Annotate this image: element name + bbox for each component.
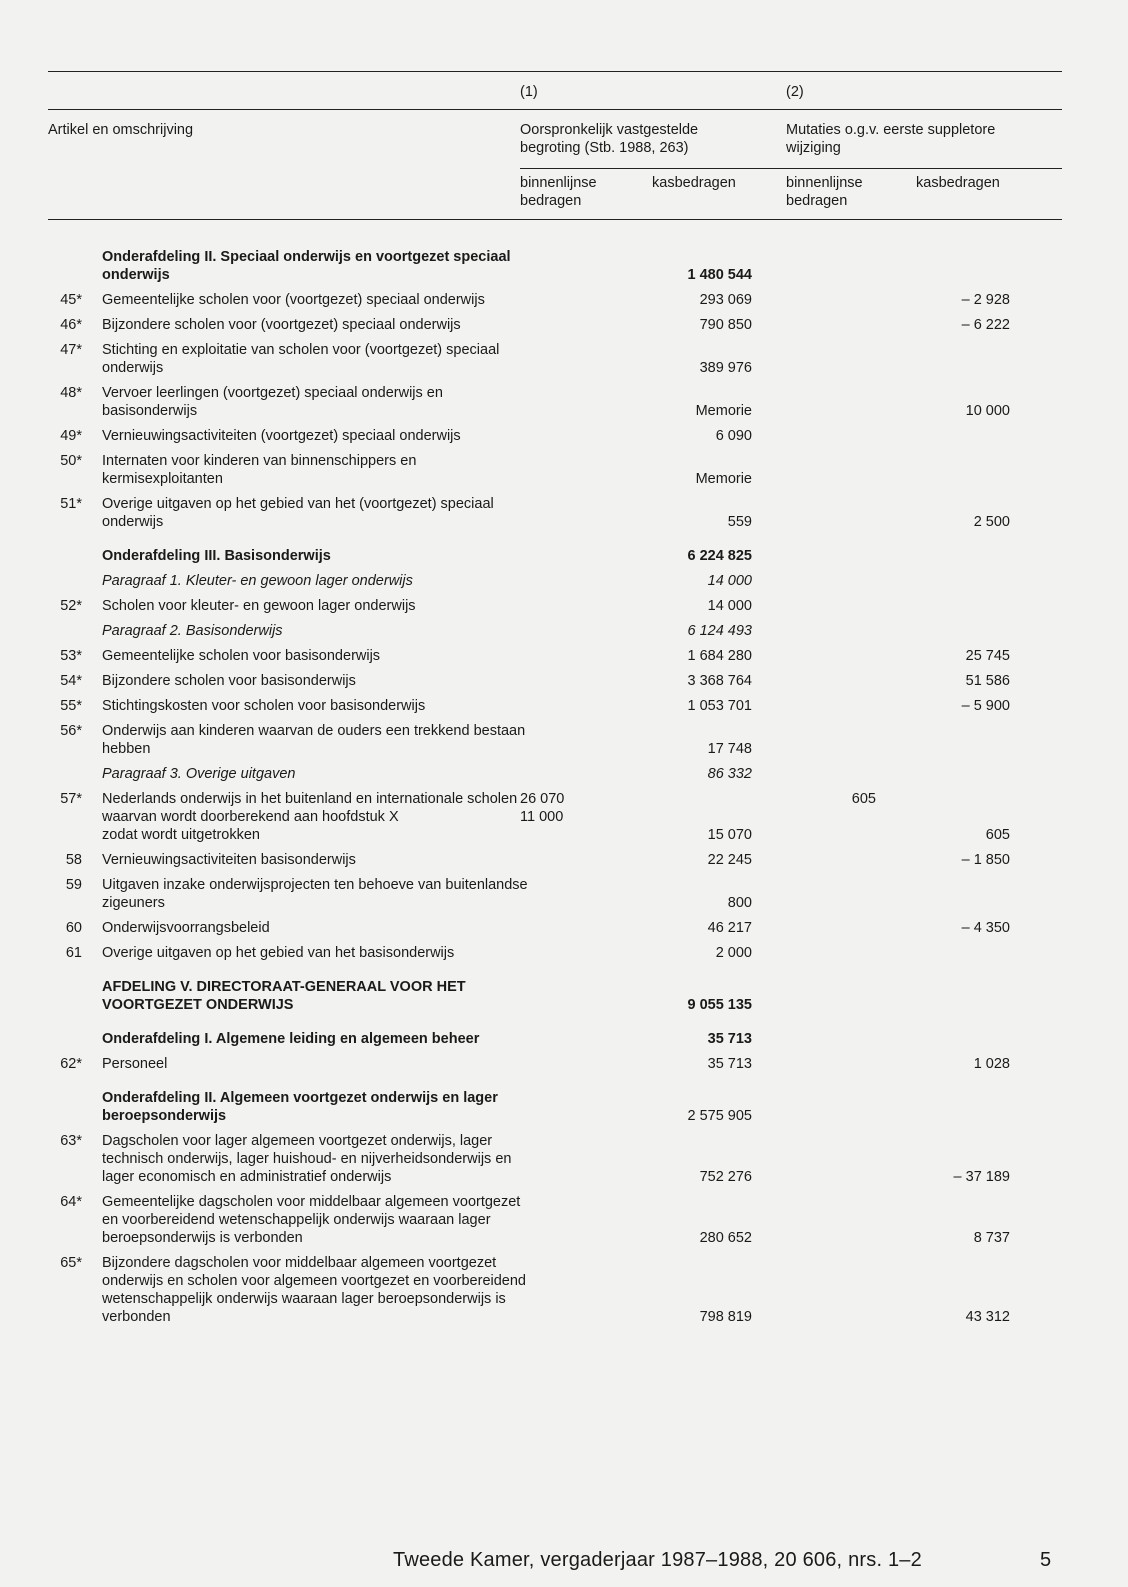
article-description: Bijzondere dagscholen voor middelbaar algemeen voortgezet onderwijs en scholen voor algemeen voortgezet en voorbereidend wetenschappelijk onderwijs waaraan lager beroepsonderwijs is verbonden <box>102 1255 526 1325</box>
article-description: Overige uitgaven op het gebied van het basisonderwijs <box>102 945 455 961</box>
column-2-title: Mutaties o.g.v. eerste suppletore wijziging <box>786 122 996 156</box>
col2-kasbedragen-value: – 5 900 <box>961 698 1010 714</box>
article-description: Onderafdeling III. Basisonderwijs <box>102 548 331 564</box>
article-description: Vernieuwingsactiviteiten basisonderwijs <box>102 852 356 868</box>
article-description: Onderafdeling II. Algemeen voortgezet onderwijs en lager beroepsonderwijs <box>102 1090 498 1124</box>
article-description: Stichtingskosten voor scholen voor basisonderwijs <box>102 698 426 714</box>
col2-kasbedragen-value: – 1 850 <box>961 852 1010 868</box>
col1-kasbedragen-value: 752 276 <box>699 1169 752 1185</box>
column-number-2: (2) <box>786 84 804 100</box>
article-number: 45* <box>60 292 82 308</box>
article-number: 52* <box>60 598 82 614</box>
article-number: 56* <box>60 723 82 739</box>
table-row <box>0 978 1128 1014</box>
table-row <box>0 316 1128 334</box>
col1-kasbedragen-value: 1 480 544 <box>687 267 752 283</box>
table-row <box>0 291 1128 309</box>
article-number: 64* <box>60 1194 82 1210</box>
col2-kasbedragen-value: – 6 222 <box>961 317 1010 333</box>
column-number-1: (1) <box>520 84 538 100</box>
table-row <box>0 622 1128 640</box>
table-row <box>0 384 1128 420</box>
col2-kasbedragen-value: 1 028 <box>973 1056 1010 1072</box>
article-description: zodat wordt uitgetrokken <box>102 827 260 843</box>
col1-kasbedragen-value: 2 000 <box>715 945 752 961</box>
page-number: 5 <box>1040 1549 1052 1571</box>
subheader-kasbedragen-1: kasbedragen <box>652 175 736 191</box>
table-row <box>0 1030 1128 1048</box>
table-row <box>0 919 1128 937</box>
table-row <box>0 722 1128 758</box>
col1-binnenlijnse-value: 11 000 <box>520 809 564 825</box>
table-row <box>0 1254 1128 1326</box>
col1-kasbedragen-value: 1 684 280 <box>687 648 752 664</box>
article-number: 47* <box>60 342 82 358</box>
article-description: Overige uitgaven op het gebied van het (voortgezet) speciaal onderwijs <box>102 496 494 530</box>
article-number: 55* <box>60 698 82 714</box>
col1-kasbedragen-value: 46 217 <box>707 920 752 936</box>
article-number: 49* <box>60 428 82 444</box>
article-description: Onderwijsvoorrangsbeleid <box>102 920 270 936</box>
table-row <box>0 647 1128 665</box>
article-number: 61 <box>65 945 82 961</box>
col1-kasbedragen-value: 2 575 905 <box>687 1108 752 1124</box>
col2-kasbedragen-value: – 4 350 <box>961 920 1010 936</box>
article-description: Vervoer leerlingen (voortgezet) speciaal onderwijs en basisonderwijs <box>102 385 443 419</box>
col1-kasbedragen-value: Memorie <box>695 403 752 419</box>
table-row <box>0 672 1128 690</box>
table-row <box>0 597 1128 615</box>
article-number: 62* <box>60 1056 82 1072</box>
article-description: Uitgaven inzake onderwijsprojecten ten behoeve van buitenlandse zigeuners <box>102 877 528 911</box>
col1-kasbedragen-value: 35 713 <box>707 1056 752 1072</box>
article-number: 63* <box>60 1133 82 1149</box>
col1-kasbedragen-value: 14 000 <box>707 573 752 589</box>
col2-kasbedragen-value: 25 745 <box>965 648 1010 664</box>
table-row <box>0 547 1128 565</box>
subheader-binnenlijnse-1: binnenlijnse bedragen <box>520 175 597 209</box>
col2-kasbedragen-value: 8 737 <box>973 1230 1010 1246</box>
article-description: Personeel <box>102 1056 168 1072</box>
article-description: Gemeentelijke dagscholen voor middelbaar algemeen voortgezet en voorbereidend wetenschappelijk onderwijs waaraan lager beroepsonderwijs is verbonden <box>102 1194 521 1246</box>
article-description: AFDELING V. DIRECTORAAT-GENERAAL VOOR HET VOORTGEZET ONDERWIJS <box>102 979 466 1013</box>
table-row <box>0 697 1128 715</box>
col1-kasbedragen-value: 559 <box>727 514 752 530</box>
table-row <box>0 341 1128 377</box>
col1-kasbedragen-value: 22 245 <box>707 852 752 868</box>
col1-kasbedragen-value: 800 <box>727 895 752 911</box>
table-row <box>0 1055 1128 1073</box>
article-number: 46* <box>60 317 82 333</box>
col1-kasbedragen-value: 9 055 135 <box>687 997 752 1013</box>
col1-kasbedragen-value: 15 070 <box>707 827 752 843</box>
col1-kasbedragen-value: 3 368 764 <box>687 673 752 689</box>
table-row <box>0 765 1128 783</box>
col2-kasbedragen-value: 43 312 <box>965 1309 1010 1325</box>
article-description: Internaten voor kinderen van binnenschippers en kermisexploitanten <box>102 453 417 487</box>
col2-kasbedragen-value: 605 <box>985 827 1010 843</box>
footer-citation: Tweede Kamer, vergaderjaar 1987–1988, 20 606, nrs. 1–2 <box>393 1549 922 1571</box>
article-number: 59 <box>65 877 82 893</box>
top-rule <box>48 71 1062 72</box>
subheader-binnenlijnse-2: binnenlijnse bedragen <box>786 175 863 209</box>
article-number: 57* <box>60 791 82 807</box>
header-bottom-rule <box>48 219 1062 220</box>
article-description: Onderafdeling II. Speciaal onderwijs en voortgezet speciaal onderwijs <box>102 249 511 283</box>
col1-kasbedragen-value: 86 332 <box>707 766 752 782</box>
col1-kasbedragen-value: 790 850 <box>699 317 752 333</box>
table-row <box>0 427 1128 445</box>
article-description: Onderafdeling I. Algemene leiding en algemeen beheer <box>102 1031 480 1047</box>
col1-kasbedragen-value: 17 748 <box>707 741 752 757</box>
col2-kasbedragen-value: – 37 189 <box>953 1169 1010 1185</box>
table-row <box>0 572 1128 590</box>
header-rule <box>48 109 1062 110</box>
article-number: 58 <box>65 852 82 868</box>
article-description: Bijzondere scholen voor basisonderwijs <box>102 673 356 689</box>
table-row <box>0 248 1128 284</box>
col2-kasbedragen-value: – 2 928 <box>961 292 1010 308</box>
table-row <box>0 876 1128 912</box>
col1-kasbedragen-value: 6 090 <box>715 428 752 444</box>
article-description: Nederlands onderwijs in het buitenland en internationale scholen <box>102 791 518 807</box>
col1-kasbedragen-value: 280 652 <box>699 1230 752 1246</box>
article-number: 65* <box>60 1255 82 1271</box>
article-number: 53* <box>60 648 82 664</box>
table-row <box>0 452 1128 488</box>
col2-kasbedragen-value: 51 586 <box>965 673 1010 689</box>
article-description: Vernieuwingsactiviteiten (voortgezet) speciaal onderwijs <box>102 428 461 444</box>
article-description: Gemeentelijke scholen voor (voortgezet) speciaal onderwijs <box>102 292 485 308</box>
col1-kasbedragen-value: 389 976 <box>699 360 752 376</box>
col2-kasbedragen-value: 2 500 <box>973 514 1010 530</box>
article-description: Scholen voor kleuter- en gewoon lager onderwijs <box>102 598 416 614</box>
column-1-title: Oorspronkelijk vastgestelde begroting (Stb. 1988, 263) <box>520 122 699 156</box>
budget-table-body <box>0 241 1128 1326</box>
col1-kasbedragen-value: 6 224 825 <box>687 548 752 564</box>
col2-binnenlijnse-value: 605 <box>851 791 876 807</box>
article-description: Onderwijs aan kinderen waarvan de ouders een trekkend bestaan hebben <box>102 723 526 757</box>
article-description: Paragraaf 3. Overige uitgaven <box>102 766 296 782</box>
subheader-rule <box>520 168 1062 169</box>
article-description: Dagscholen voor lager algemeen voortgezet onderwijs, lager technisch onderwijs, lager huishoud- en nijverheidsonderwijs en lager economisch en administratief onderwijs <box>102 1133 512 1185</box>
table-row <box>0 808 1128 826</box>
table-row <box>0 826 1128 844</box>
table-row <box>0 1193 1128 1247</box>
col1-kasbedragen-value: Memorie <box>695 471 752 487</box>
col1-binnenlijnse-value: 26 070 <box>520 791 565 807</box>
article-number: 54* <box>60 673 82 689</box>
article-number: 60 <box>65 920 82 936</box>
article-description: waarvan wordt doorberekend aan hoofdstuk X <box>102 809 399 825</box>
article-description: Gemeentelijke scholen voor basisonderwijs <box>102 648 381 664</box>
article-description: Paragraaf 2. Basisonderwijs <box>102 623 283 639</box>
table-row <box>0 790 1128 808</box>
col1-kasbedragen-value: 1 053 701 <box>687 698 752 714</box>
article-description: Stichting en exploitatie van scholen voor (voortgezet) speciaal onderwijs <box>102 342 500 376</box>
col1-kasbedragen-value: 798 819 <box>699 1309 752 1325</box>
article-header: Artikel en omschrijving <box>48 122 194 138</box>
col1-kasbedragen-value: 14 000 <box>707 598 752 614</box>
subheader-kasbedragen-2: kasbedragen <box>916 175 1000 191</box>
article-number: 50* <box>60 453 82 469</box>
table-row <box>0 1089 1128 1125</box>
col1-kasbedragen-value: 35 713 <box>707 1031 752 1047</box>
table-row <box>0 495 1128 531</box>
article-number: 51* <box>60 496 82 512</box>
table-row <box>0 1132 1128 1186</box>
article-number: 48* <box>60 385 82 401</box>
col1-kasbedragen-value: 6 124 493 <box>687 623 752 639</box>
col2-kasbedragen-value: 10 000 <box>965 403 1010 419</box>
table-row <box>0 944 1128 962</box>
col1-kasbedragen-value: 293 069 <box>699 292 752 308</box>
article-description: Paragraaf 1. Kleuter- en gewoon lager onderwijs <box>102 573 413 589</box>
table-row <box>0 851 1128 869</box>
article-description: Bijzondere scholen voor (voortgezet) speciaal onderwijs <box>102 317 461 333</box>
